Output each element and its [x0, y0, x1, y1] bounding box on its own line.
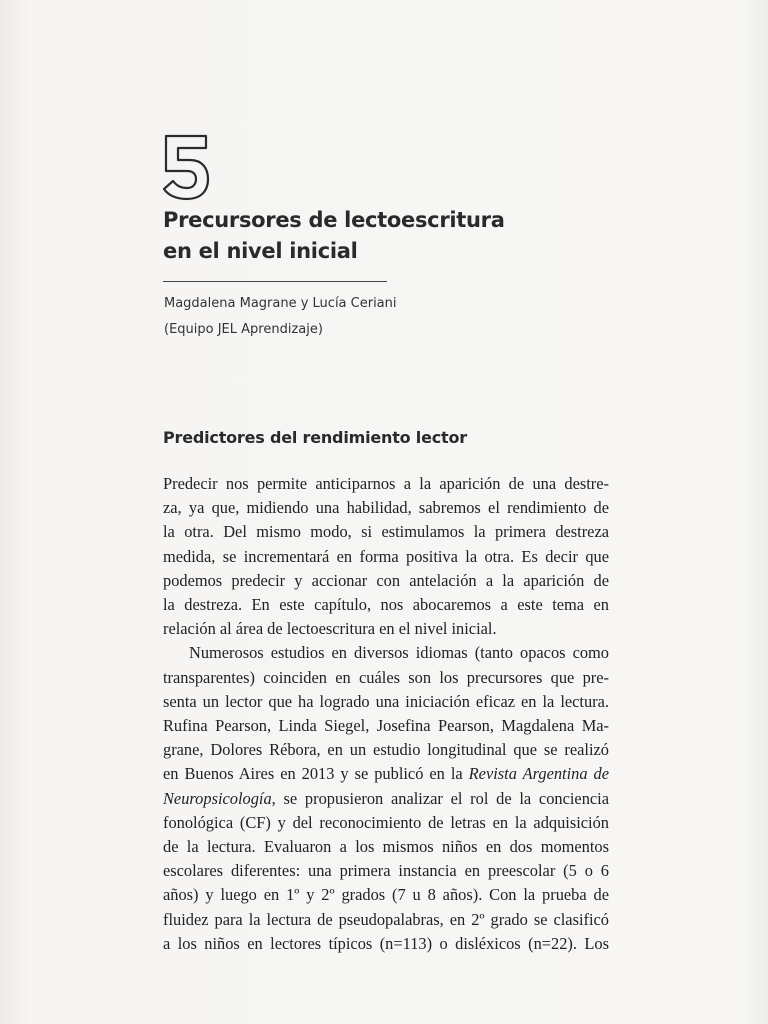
text-line: escolares diferentes: una primera instancia en preescolar (5 o 6 [163, 861, 609, 881]
paragraph-2 [163, 641, 609, 956]
text-line: años) y luego en 1º y 2º grados (7 u 8 años). Con la prueba de [163, 885, 609, 905]
text-line: la destreza. En este capítulo, nos abocaremos a este tema en [163, 595, 609, 615]
journal-title-part-2: Neuropsicología [163, 788, 272, 808]
section-heading: Predictores del rendimiento lector [163, 428, 467, 447]
chapter-number-outline-glyph [160, 132, 212, 202]
text-line: grane, Dolores Rébora, en un estudio longitudinal que se realizó [163, 740, 609, 760]
text-line: fluidez para la lectura de pseudopalabras, en 2º grado se clasificó [163, 909, 609, 929]
text-run: , se propusieron analizar el rol de la conciencia [271, 788, 609, 808]
text-line-with-journal [163, 762, 609, 786]
text-line: relación al área de lectoescritura en el nivel inicial. [163, 619, 497, 639]
chapter-title-line-1: Precursores de lectoescritura [163, 208, 505, 232]
text-line: fonológica (CF) y del reconocimiento de letras en la adquisición [163, 812, 609, 832]
text-line: medida, se incrementará en forma positiva la otra. Es decir que [163, 546, 609, 566]
text-line: a los niños en lectores típicos (n=113) o disléxicos (n=22). Los [163, 933, 609, 953]
text-line: Rufina Pearson, Linda Siegel, Josefina Pearson, Magdalena Ma- [163, 716, 609, 736]
author-team: (Equipo JEL Aprendizaje) [164, 322, 323, 337]
title-divider [163, 281, 387, 282]
paragraph-1 [163, 472, 609, 641]
chapter-title [163, 205, 583, 267]
author-names: Magdalena Magrane y Lucía Ceriani [164, 296, 397, 311]
text-run: en Buenos Aires en 2013 y se publicó en la [163, 764, 469, 784]
text-line: Numerosos estudios en diversos idiomas (tanto opacos como [189, 643, 609, 663]
text-line: podemos predecir y accionar con antelación a la aparición de [163, 570, 609, 590]
text-line: senta un lector que ha logrado una iniciación eficaz en la lectura. [163, 691, 609, 711]
authors-block [164, 291, 584, 343]
text-line: za, ya que, midiendo una habilidad, sabremos el rendimiento de [163, 498, 609, 518]
text-line: transparentes) coinciden en cuáles son los precursores que pre- [163, 667, 609, 687]
text-line: Predecir nos permite anticiparnos a la aparición de una destre- [163, 474, 609, 493]
text-line: la otra. Del mismo modo, si estimulamos la primera destreza [163, 522, 609, 542]
chapter-number [160, 132, 212, 202]
chapter-title-line-2: en el nivel inicial [163, 239, 358, 263]
text-line-with-journal [163, 787, 609, 811]
journal-title-part-1: Revista Argentina de [468, 764, 610, 784]
body-text [163, 472, 609, 956]
text-line: de la lectura. Evaluaron a los mismos niños en dos momentos [163, 837, 609, 857]
